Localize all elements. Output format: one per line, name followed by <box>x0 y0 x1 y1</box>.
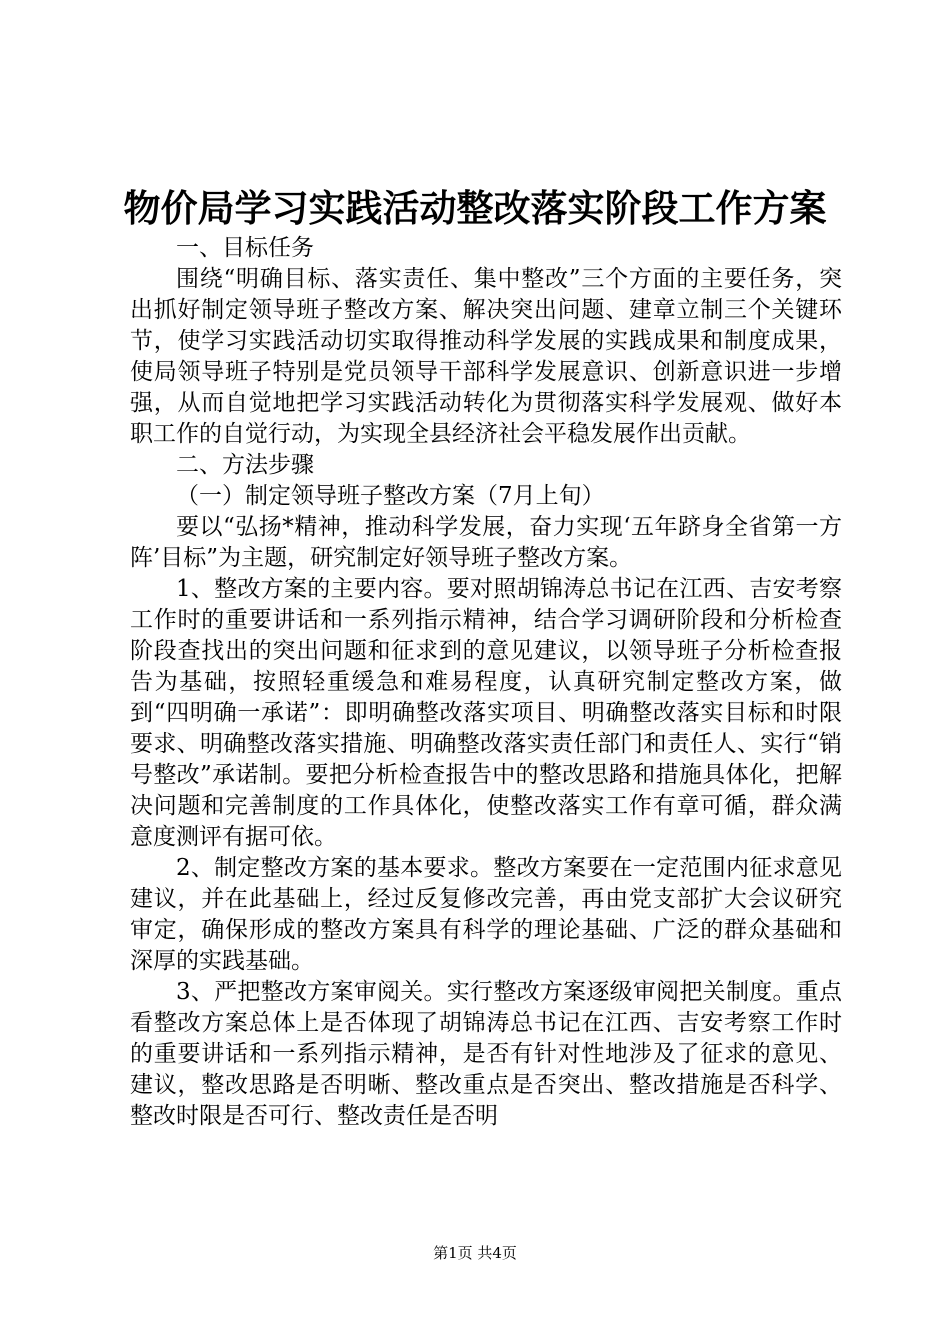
document-body <box>130 233 842 1132</box>
paragraph-goals: 围绕“明确目标、落实责任、集中整改”三个方面的主要任务，突出抓好制定领导班子整改方案、解决突出问题、建章立制三个关键环节，使学习实践活动切实取得推动科学发展的实践成果和制度成果，使局领导班子特别是党员领导干部科学发展意识、创新意识进一步增强，从而自觉地把学习实践活动转化为贯彻落实科学发展观、做好本职工作的自觉行动，为实现全县经济社会平稳发展作出贡献。 <box>130 266 842 447</box>
subsection-heading-plan: （一）制定领导班子整改方案（7月上旬） <box>176 483 605 509</box>
page-number-footer: 第1页 共4页 <box>433 1244 517 1262</box>
paragraph-item-3: 3、严把整改方案审阅关。实行整改方案逐级审阅把关制度。重点看整改方案总体上是否体现了胡锦涛总书记在江西、吉安考察工作时的重要讲话和一系列指示精神，是否有针对性地涉及了征求的意见、建议，整改思路是否明晰、整改重点是否突出、整改措施是否科学、整改时限是否可行、整改责任是否明 <box>130 979 842 1129</box>
paragraph-item-2: 2、制定整改方案的基本要求。整改方案要在一定范围内征求意见建议，并在此基础上，经过反复修改完善，再由党支部扩大会议研究审定，确保形成的整改方案具有科学的理论基础、广泛的群众基础和深厚的实践基础。 <box>130 855 842 974</box>
paragraph-item-1: 1、整改方案的主要内容。要对照胡锦涛总书记在江西、吉安考察工作时的重要讲话和一系列指示精神，结合学习调研阶段和分析检查阶段查找出的突出问题和征求到的意见建议，以领导班子分析检查报告为基础，按照轻重缓急和难易程度，认真研究制定整改方案，做到“四明确一承诺”：即明确整改落实项目、明确整改落实目标和时限要求、明确整改落实措施、明确整改落实责任部门和责任人、实行“销号整改”承诺制。要把分析检查报告中的整改思路和措施具体化，把解决问题和完善制度的工作具体化，使整改落实工作有章可循，群众满意度测评有据可依。 <box>130 576 842 850</box>
paragraph-theme: 要以“弘扬*精神，推动科学发展，奋力实现‘五年跻身全省第一方阵’目标”为主题，研究制定好领导班子整改方案。 <box>130 514 842 571</box>
section-heading-goals: 一、目标任务 <box>176 235 314 261</box>
section-heading-steps: 二、方法步骤 <box>176 452 314 478</box>
document-title: 物价局学习实践活动整改落实阶段工作方案 <box>123 186 827 230</box>
